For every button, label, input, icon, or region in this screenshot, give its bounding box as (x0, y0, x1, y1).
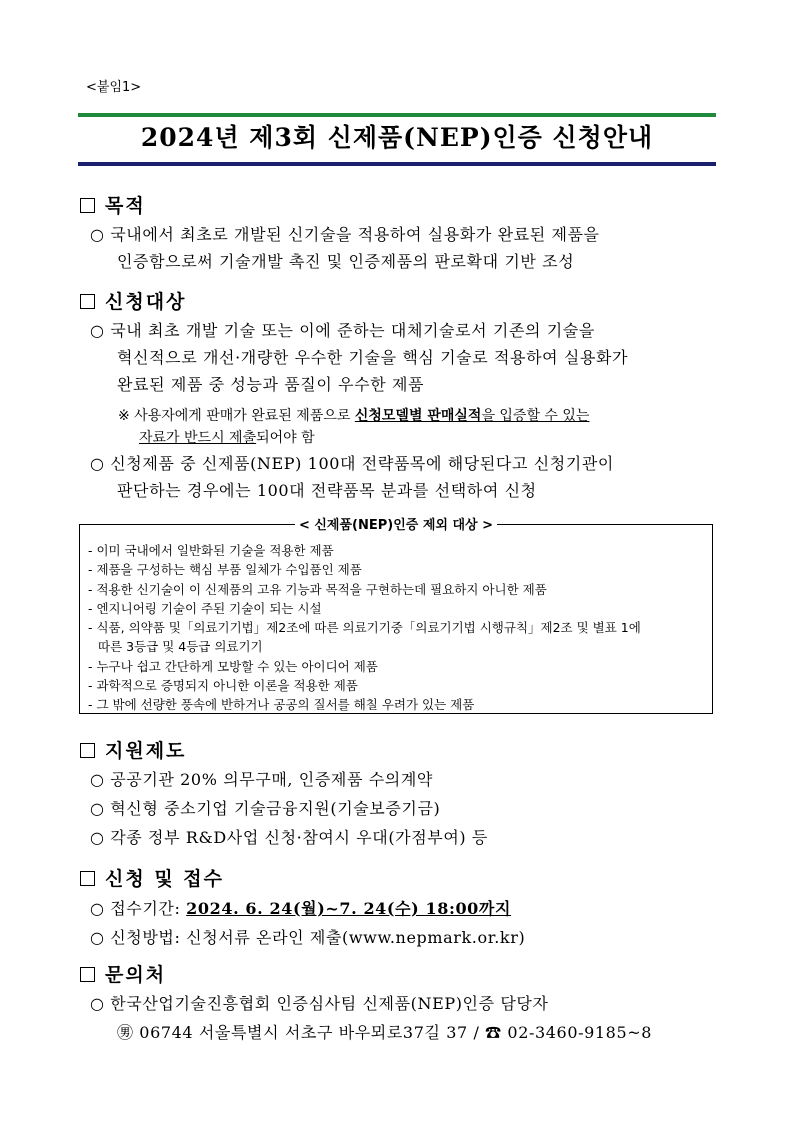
target-line-1: ○ 국내 최초 개발 기술 또는 이에 준하는 대체기술로서 기존의 기술을 (90, 321, 595, 340)
target-line-2: 혁신적으로 개선·개량한 우수한 기술을 핵심 기술로 적용하여 실용화가 (117, 348, 629, 367)
checkbox-square-icon (80, 198, 95, 213)
section-title: 지원제도 (105, 740, 187, 762)
title-bottom-bar (78, 162, 716, 166)
exclusion-box (79, 518, 713, 714)
exclusion-item: - 과학적으로 증명되지 아니한 이론을 적용한 제품 (88, 678, 358, 694)
note-text: ※ 사용자에게 판매가 완료된 제품으로 (118, 408, 355, 424)
section-title: 목적 (105, 195, 146, 217)
exclusion-item: - 누구나 쉽고 간단하게 모방할 수 있는 아이디어 제품 (88, 658, 378, 674)
exclusion-item: - 이미 국내에서 일반화된 기술을 적용한 제품 (88, 543, 334, 558)
note-emphasis: 신청모델별 판매실적 (354, 408, 482, 424)
target-line-3: 완료된 제품 중 성능과 품질이 우수한 제품 (117, 375, 425, 394)
note-text: 되어야 함 (256, 430, 315, 446)
checkbox-square-icon (80, 743, 95, 758)
exclusion-heading (80, 514, 712, 533)
apply-period (90, 896, 511, 922)
apply-period-label: ○ 접수기간: (90, 899, 187, 918)
purpose-line-2: 인증함으로써 기술개발 촉진 및 인증제품의 판로확대 기반 조성 (117, 252, 575, 271)
checkbox-square-icon (80, 967, 95, 982)
page-title: 2024년 제3회 신제품(NEP)인증 신청안내 (140, 123, 654, 152)
support-line-2: ○ 혁신형 중소기업 기술금융지원(기술보증기금) (90, 799, 441, 818)
exclusion-item: - 적용한 신기술이 이 신제품의 고유 기능과 목적을 구현하는데 필요하지 아니한 제품 (88, 581, 547, 597)
checkbox-square-icon (80, 294, 95, 309)
title-top-bar (78, 113, 716, 117)
apply-period-value: 2024. 6. 24(월)~7. 24(수) 18:00까지 (186, 899, 512, 918)
checkbox-square-icon (80, 871, 95, 886)
exclusion-item-continued: 따른 3등급 및 4등급 의료기기 (98, 639, 263, 655)
apply-method: ○ 신청방법: 신청서류 온라인 제출(www.nepmark.or.kr) (90, 928, 526, 947)
target-note-line-1 (118, 405, 589, 427)
exclusion-heading-text: < 신제품(NEP)인증 제외 대상 > (295, 518, 497, 533)
exclusion-item: - 제품을 구성하는 핵심 부품 일체가 수입품인 제품 (88, 562, 362, 578)
section-title: 문의처 (105, 964, 167, 986)
section-support-heading (80, 738, 186, 764)
section-target-heading (80, 289, 186, 315)
note-text-underlined: 을 입증할 수 있는 (481, 408, 590, 424)
exclusion-list (88, 541, 706, 715)
target-line-4: ○ 신청제품 중 신제품(NEP) 100대 전략품목에 해당된다고 신청기관이 (90, 454, 614, 473)
target-note-line-2 (139, 427, 315, 449)
exclusion-item: - 그 밖에 선량한 풍속에 반하거나 공공의 질서를 해칠 우려가 있는 제품 (88, 697, 475, 713)
section-title: 신청대상 (105, 291, 187, 313)
contact-line-2: ㊚ 06744 서울특별시 서초구 바우뫼로37길 37 / ☎ 02-3460-9185~8 (117, 1023, 653, 1042)
section-apply-heading (80, 866, 224, 892)
section-contact-heading (80, 962, 166, 988)
purpose-line-1: ○ 국내에서 최초로 개발된 신기술을 적용하여 실용화가 완료된 제품을 (90, 225, 600, 244)
exclusion-item: - 엔지니어링 기술이 주된 기술이 되는 시설 (88, 600, 322, 616)
exclusion-item: - 식품, 의약품 및「의료기기법」제2조에 따른 의료기기중「의료기기법 시행규칙」제2조 및 별표 1에 (88, 620, 641, 636)
attachment-label: <붙임1> (86, 80, 142, 95)
section-purpose-heading (80, 193, 146, 219)
section-title: 신청 및 접수 (105, 868, 224, 890)
support-line-3: ○ 각종 정부 R&D사업 신청·참여시 우대(가점부여) 등 (90, 828, 488, 847)
support-line-1: ○ 공공기관 20% 의무구매, 인증제품 수의계약 (90, 770, 433, 789)
contact-line-1: ○ 한국산업기술진흥협회 인증심사팀 신제품(NEP)인증 담당자 (90, 994, 549, 1013)
note-text-underlined: 자료가 반드시 제출 (139, 430, 257, 446)
target-line-5: 판단하는 경우에는 100대 전략품목 분과를 선택하여 신청 (117, 481, 537, 500)
